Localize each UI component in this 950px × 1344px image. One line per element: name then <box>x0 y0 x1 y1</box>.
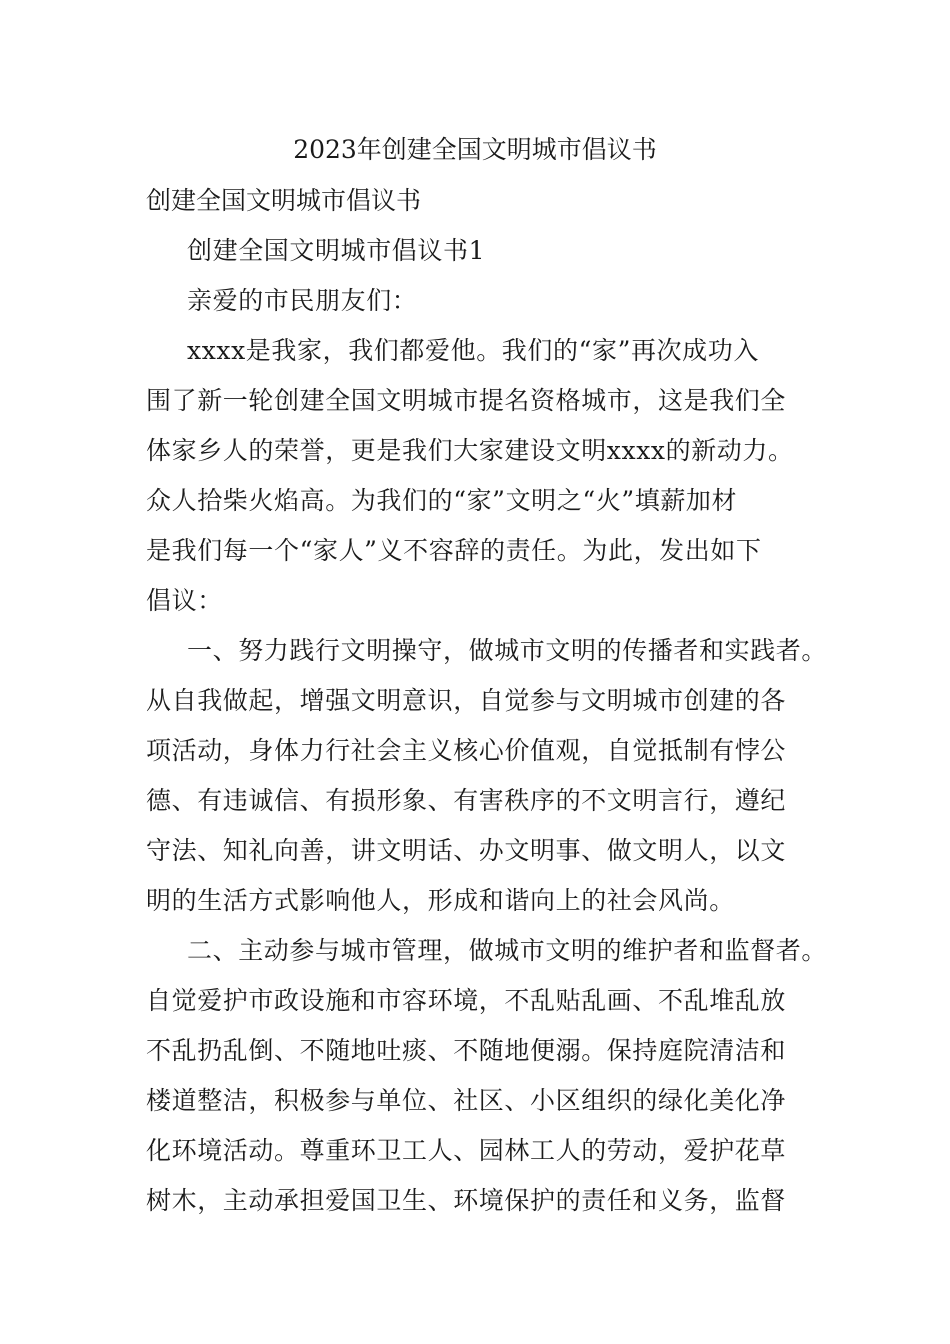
paragraph-line: 项活动，身体力行社会主义核心价值观，自觉抵制有悖公 <box>146 736 787 765</box>
document-body <box>146 233 846 1233</box>
document-subtitle: 创建全国文明城市倡议书 <box>146 186 422 215</box>
paragraph-line: 围了新一轮创建全国文明城市提名资格城市，这是我们全 <box>146 386 787 415</box>
paragraph-line: 楼道整洁，积极参与单位、社区、小区组织的绿化美化净 <box>146 1086 787 1115</box>
paragraph-line: 是我们每一个“家人”义不容辞的责任。为此，发出如下 <box>146 536 762 565</box>
paragraph-line: 不乱扔乱倒、不随地吐痰、不随地便溺。保持庭院清洁和 <box>146 1036 787 1065</box>
paragraph-line: 一、努力践行文明操守，做城市文明的传播者和实践者。 <box>187 636 828 665</box>
paragraph-line: 德、有违诚信、有损形象、有害秩序的不文明言行，遵纪 <box>146 786 787 815</box>
document-title: 2023年创建全国文明城市倡议书 <box>293 135 657 164</box>
paragraph-line: 从自我做起，增强文明意识，自觉参与文明城市创建的各 <box>146 686 787 715</box>
paragraph-line: 倡议： <box>146 586 223 615</box>
paragraph-line: 守法、知礼向善，讲文明话、办文明事、做文明人，以文 <box>146 836 787 865</box>
paragraph-line: xxxx是我家，我们都爱他。我们的“家”再次成功入 <box>187 336 759 365</box>
salutation: 亲爱的市民朋友们： <box>187 286 418 315</box>
paragraph-line: 二、主动参与城市管理，做城市文明的维护者和监督者。 <box>187 936 828 965</box>
paragraph-line: 化环境活动。尊重环卫工人、园林工人的劳动，爱护花草 <box>146 1136 787 1165</box>
paragraph-line: 树木，主动承担爱国卫生、环境保护的责任和义务，监督 <box>146 1186 787 1215</box>
section-heading: 创建全国文明城市倡议书1 <box>187 236 486 265</box>
paragraph-line: 体家乡人的荣誉，更是我们大家建设文明xxxx的新动力。 <box>146 436 794 465</box>
paragraph-line: 明的生活方式影响他人，形成和谐向上的社会风尚。 <box>146 886 735 915</box>
paragraph-line: 自觉爱护市政设施和市容环境，不乱贴乱画、不乱堆乱放 <box>146 986 787 1015</box>
paragraph-line: 众人拾柴火焰高。为我们的“家”文明之“火”填薪加材 <box>146 486 738 515</box>
